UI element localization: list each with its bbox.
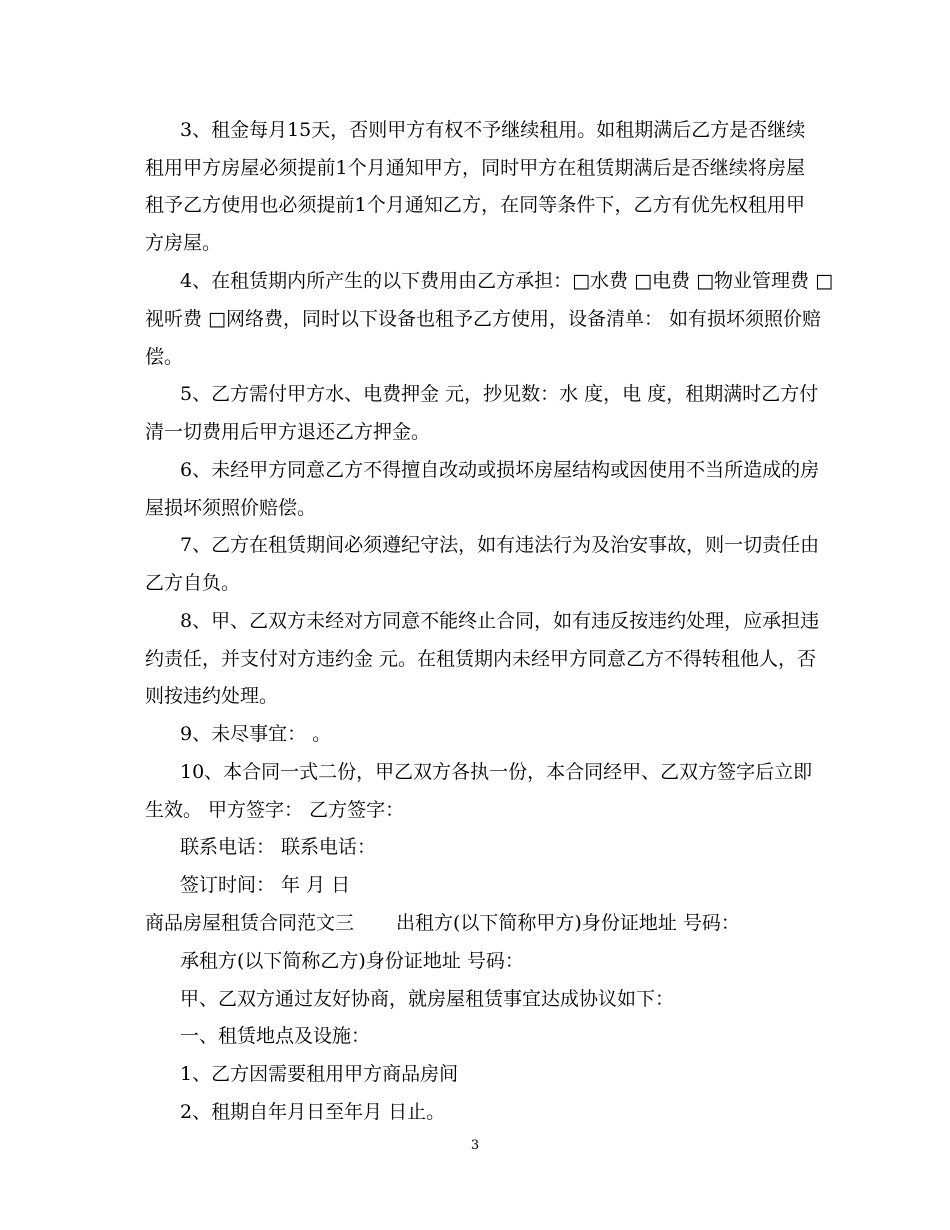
section-heading-line — [145, 911, 740, 935]
page-number: 3 — [470, 1138, 480, 1153]
paragraph-line: 3、租金每月15天，否则甲方有权不予继续租用。如租期满后乙方是否继续 — [180, 119, 806, 141]
paragraph-line: 租予乙方使用也必须提前1个月通知乙方，在同等条件下，乙方有优先权租用甲 — [145, 194, 805, 216]
paragraph-line: 1、乙方因需要租用甲方商品房间 — [180, 1063, 459, 1085]
paragraph-line: 4、在租赁期内所产生的以下费用由乙方承担：□水费 □电费 □物业管理费 □ — [180, 270, 834, 292]
paragraph-line: 6、未经甲方同意乙方不得擅自改动或损坏房屋结构或因使用不当所造成的房 — [180, 459, 820, 481]
section-title: 商品房屋租赁合同范文三 — [145, 912, 355, 934]
paragraph-line: 视听费 □网络费，同时以下设备也租予乙方使用，设备清单： 如有损坏须照价赔 — [145, 308, 822, 330]
lessee-info: 承租方(以下简称乙方)身份证地址 号码： — [180, 950, 524, 972]
paragraph-line: 清一切费用后甲方退还乙方押金。 — [145, 421, 431, 443]
paragraph-line: 约责任，并支付对方违约金 元。在租赁期内未经甲方同意乙方不得转租他人，否 — [145, 648, 817, 670]
paragraph-line: 10、本合同一式二份，甲乙双方各执一份，本合同经甲、乙双方签字后立即 — [180, 761, 813, 783]
contact-line: 联系电话： 联系电话： — [180, 836, 377, 858]
paragraph-line: 9、未尽事宜： 。 — [180, 723, 332, 745]
paragraph-line: 7、乙方在租赁期间必须遵纪守法，如有违法行为及治安事故，则一切责任由 — [180, 534, 820, 556]
clause-heading: 一、租赁地点及设施： — [180, 1025, 371, 1047]
paragraph-line: 屋损坏须照价赔偿。 — [145, 497, 317, 519]
paragraph-line: 2、租期自年月日至年月 日止。 — [180, 1101, 446, 1123]
paragraph-line: 方房屋。 — [145, 232, 222, 254]
paragraph-line: 甲、乙双方通过友好协商，就房屋租赁事宜达成协议如下： — [180, 988, 675, 1010]
paragraph-line: 5、乙方需付甲方水、电费押金 元，抄见数：水 度，电 度，租期满时乙方付 — [180, 383, 819, 405]
paragraph-line: 生效。 甲方签字： 乙方签字： — [145, 799, 405, 821]
signing-date-line: 签订时间： 年 月 日 — [180, 874, 351, 896]
paragraph-line: 偿。 — [145, 346, 184, 368]
paragraph-line: 则按违约处理。 — [145, 685, 279, 707]
paragraph-line: 租用甲方房屋必须提前1个月通知甲方，同时甲方在租赁期满后是否继续将房屋 — [145, 157, 805, 179]
paragraph-line: 8、甲、乙双方未经对方同意不能终止合同，如有违反按违约处理，应承担违 — [180, 610, 820, 632]
paragraph-line: 乙方自负。 — [145, 572, 241, 594]
lessor-info: 出租方(以下简称甲方)身份证地址 号码： — [396, 912, 740, 934]
